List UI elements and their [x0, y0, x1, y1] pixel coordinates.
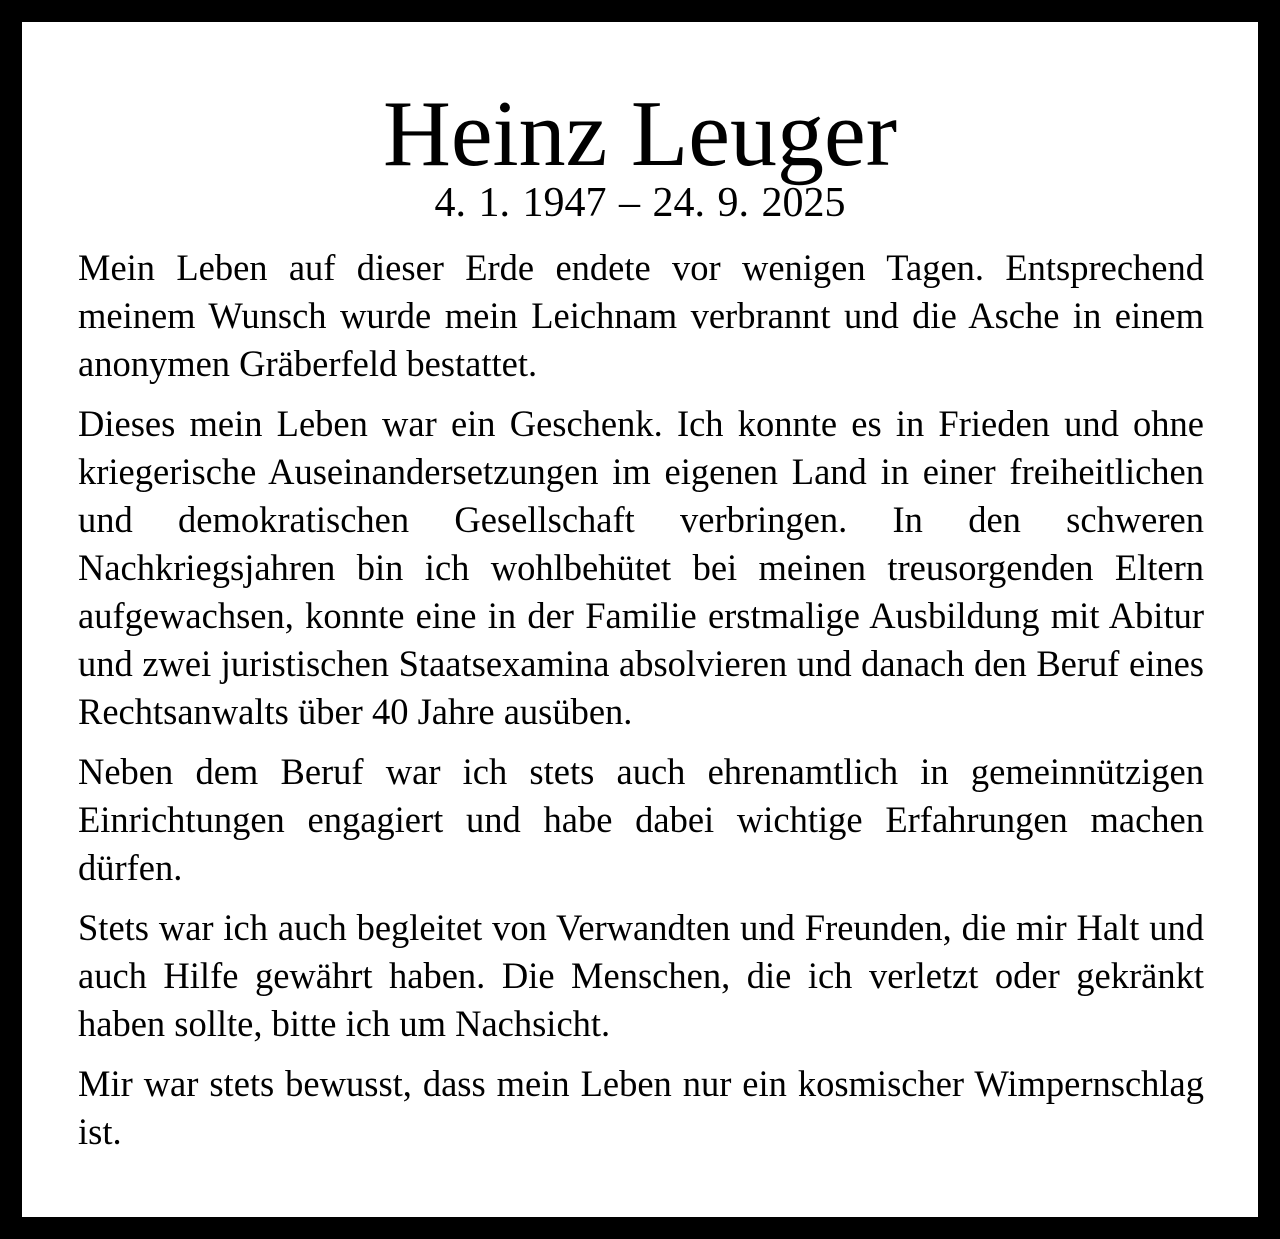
obituary-notice: [22, 22, 1258, 1217]
paragraph-volunteering: Neben dem Beruf war ich stets auch ehrenamtlich in gemeinnützigen Einrichtungen engagiert und habe dabei wichtige Erfahrungen machen dürfen.: [78, 751, 1204, 888]
paragraph-relatives: Stets war ich auch begleitet von Verwandten und Freunden, die mir Halt und auch Hilfe gewährt haben. Die Menschen, die ich verletzt oder gekränkt haben sollte, bitte ich um Nachsicht.: [78, 907, 1204, 1044]
life-dates: 4. 1. 1947 – 24. 9. 2025: [434, 180, 846, 226]
paragraph-closing: Mir war stets bewusst, dass mein Leben nur ein kosmischer Wimpernschlag ist.: [78, 1063, 1204, 1152]
paragraph-life: Dieses mein Leben war ein Geschenk. Ich konnte es in Frieden und ohne kriegerische Auseinandersetzungen im eigenen Land in einer freiheitlichen und demokratischen Gesellschaft verbringen. In den schweren Nachkriegsjahren bin ich wohlbehütet bei meinen treusorgenden Eltern aufgewachsen, konnte eine in der Familie erstmalige Ausbildung mit Abitur und zwei juristischen Staatsexamina absolvieren und danach den Beruf eines Rechtsanwalts über 40 Jahre ausüben.: [78, 403, 1204, 732]
deceased-name: Heinz Leuger: [382, 82, 898, 186]
paragraph-burial: Mein Leben auf dieser Erde endete vor wenigen Tagen. Entsprechend meinem Wunsch wurde mein Leichnam verbrannt und die Asche in einem anonymen Gräberfeld bestattet.: [78, 247, 1204, 384]
obituary-text: [78, 244, 1204, 1156]
